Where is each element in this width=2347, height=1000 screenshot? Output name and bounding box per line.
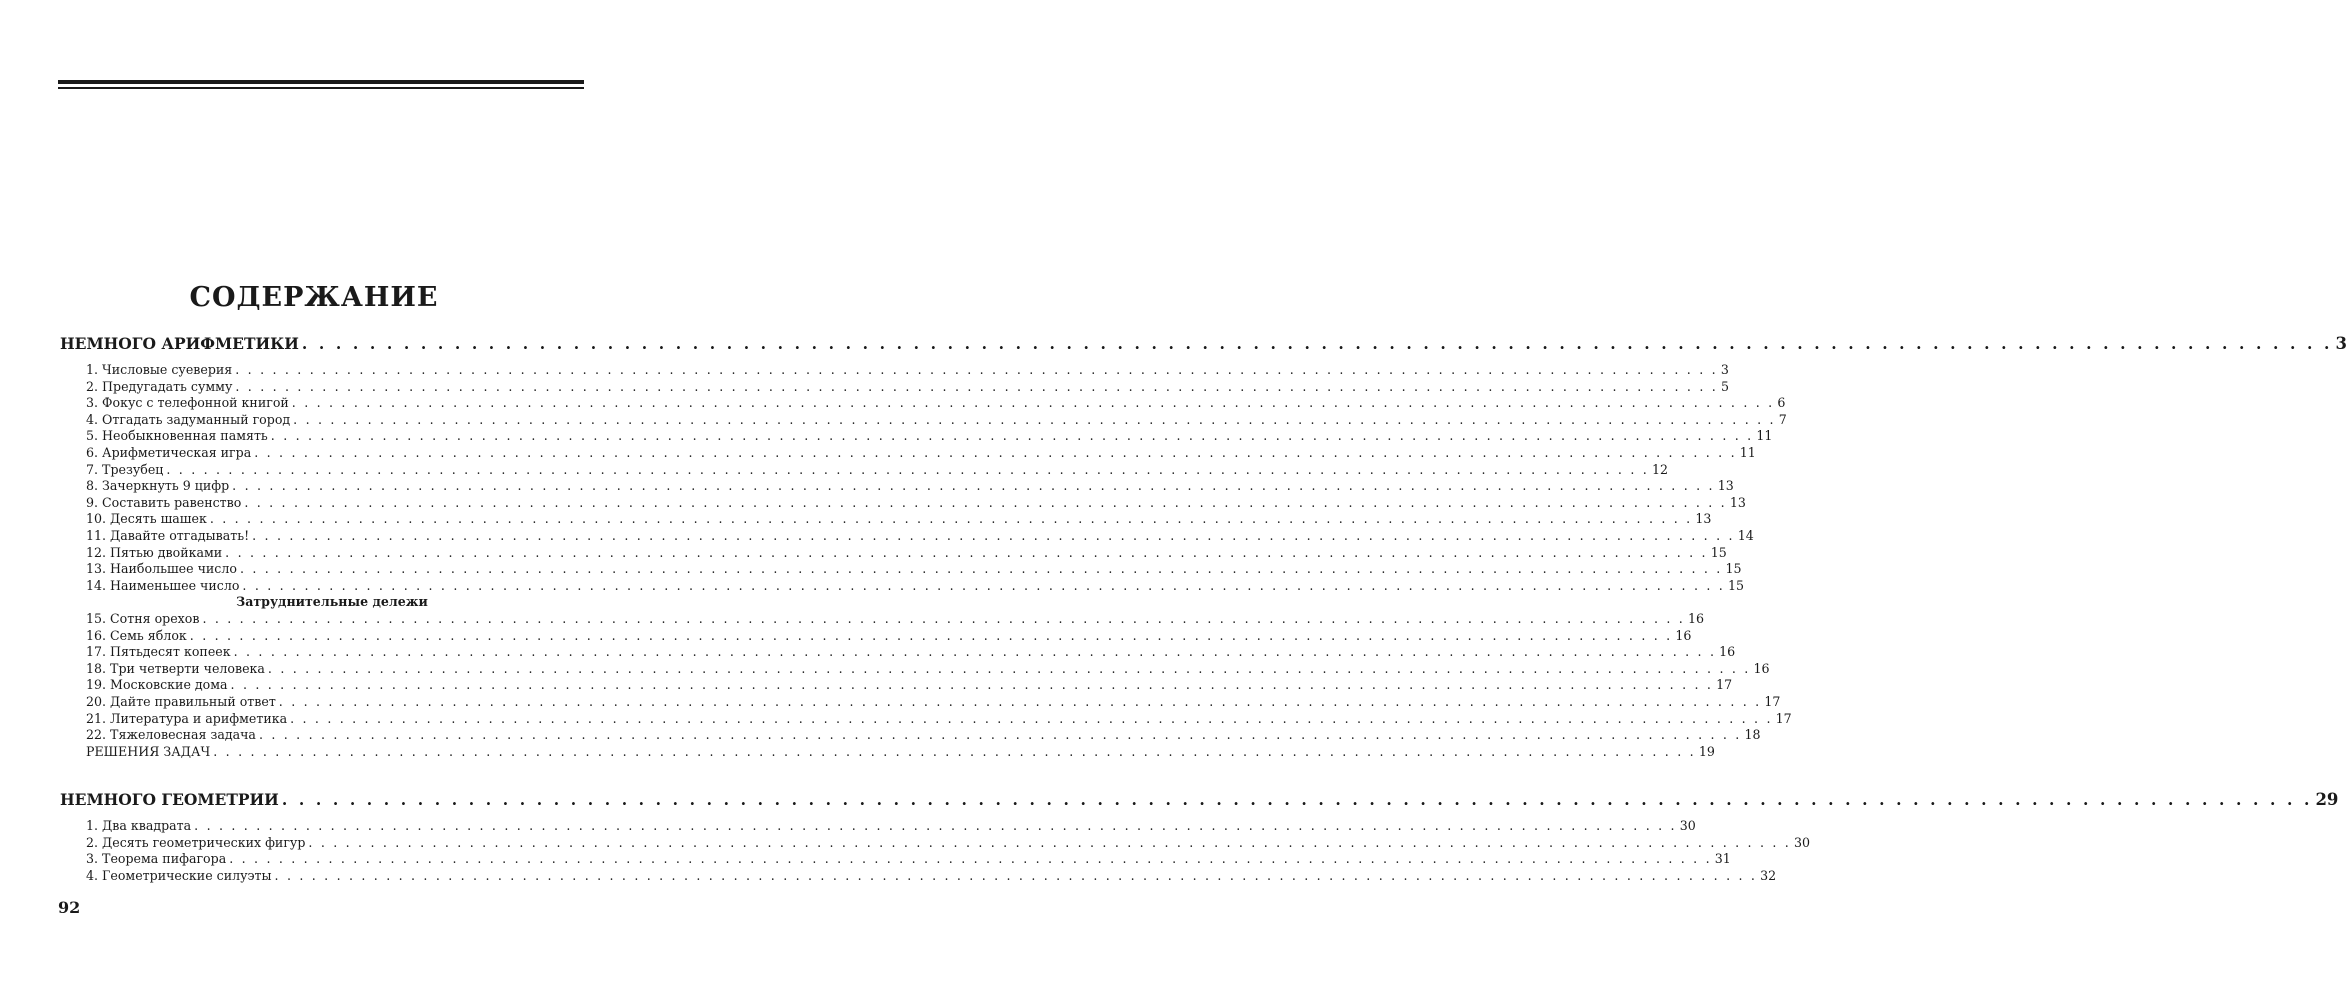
leader-dots: . . . . . . . . . . . . . . . . . . . . . . . . . . . . . . . . . . . . . . . . . . . . . . . . . . . . . . . . . . . . . . . . . . . . . . . . . . . . . . . . . . . . . . . . . . . . . . . . . . . . . . . . . . . . . . . . . . . . . . . . bbox=[281, 790, 2313, 809]
leader-dots: . . . . . . . . . . . . . . . . . . . . . . . . . . . . . . . . . . . . . . . . . . . . . . . . . . . . . . . . . . . . . . . . . . . . . . . . . . . . . . . . . . . . . . . . . . . . . . . . . . . . . . . . . . . . . . . . . . . . . . . . bbox=[202, 611, 1686, 626]
toc-item[interactable] bbox=[86, 544, 1727, 562]
toc-entry-label: Фокус с телефонной книгой bbox=[102, 395, 289, 411]
toc-item[interactable] bbox=[86, 528, 1754, 545]
toc-item[interactable] bbox=[86, 644, 1736, 661]
toc-item-number: 18. bbox=[86, 660, 107, 676]
toc-solutions[interactable] bbox=[86, 743, 1715, 761]
toc-page-number: 3 bbox=[1720, 362, 1729, 377]
leader-dots: . . . . . . . . . . . . . . . . . . . . . . . . . . . . . . . . . . . . . . . . . . . . . . . . . . . . . . . . . . . . . . . . . . . . . . . . . . . . . . . . . . . . . . . . . . . . . . . . . . . . . . . . . . . . . . . . . . . . . . . . bbox=[258, 727, 1742, 743]
toc-item-number: 3. bbox=[86, 395, 99, 411]
toc-item[interactable] bbox=[86, 511, 1712, 528]
toc-entry-label: Семь яблок bbox=[110, 627, 187, 643]
toc-entry-label: Десять шашек bbox=[110, 511, 207, 527]
toc-item[interactable] bbox=[86, 395, 1786, 412]
toc-page-number: 19 bbox=[1698, 743, 1715, 759]
toc-entry-label: Десять геометрических фигур bbox=[102, 834, 306, 850]
leader-dots: . . . . . . . . . . . . . . . . . . . . . . . . . . . . . . . . . . . . . . . . . . . . . . . . . . . . . . . . . . . . . . . . . . . . . . . . . . . . . . . . . . . . . . . . . . . . . . . . . . . . . . . . . . . . . . . . . . . . . . . . bbox=[233, 644, 1717, 660]
top-rule-thin bbox=[58, 87, 584, 89]
leader-dots: . . . . . . . . . . . . . . . . . . . . . . . . . . . . . . . . . . . . . . . . . . . . . . . . . . . . . . . . . . . . . . . . . . . . . . . . . . . . . . . . . . . . . . . . . . . . . . . . . . . . . . . . . . . . . . . . . . . . . . . . bbox=[209, 511, 1693, 527]
toc-item-number: 5. bbox=[86, 428, 99, 444]
toc-item[interactable] bbox=[86, 660, 1770, 678]
toc-entry-label: Тяжеловесная задача bbox=[110, 727, 256, 743]
toc-item-number: 8. bbox=[86, 478, 99, 494]
toc-page-number: 7 bbox=[1778, 411, 1787, 427]
toc-item-number: 1. bbox=[86, 818, 99, 833]
leader-dots: . . . . . . . . . . . . . . . . . . . . . . . . . . . . . . . . . . . . . . . . . . . . . . . . . . . . . . . . . . . . . . . . . . . . . . . . . . . . . . . . . . . . . . . . . . . . . . . . . . . . . . . . . . . . . . . . . . . . . . . . bbox=[239, 561, 1723, 577]
toc-item-number: 1. bbox=[86, 362, 99, 377]
toc-item[interactable] bbox=[86, 727, 1761, 744]
toc-entry-label: Арифметическая игра bbox=[102, 445, 252, 460]
toc-entry-label: Отгадать задуманный город bbox=[102, 411, 291, 427]
page-title: СОДЕРЖАНИЕ bbox=[189, 282, 439, 313]
toc-item-number: 13. bbox=[86, 561, 107, 577]
leader-dots: . . . . . . . . . . . . . . . . . . . . . . . . . . . . . . . . . . . . . . . . . . . . . . . . . . . . . . . . . . . . . . . . . . . . . . . . . . . . . . . . . . . . . . . . . . . . . . . . . . . . . . . . . . . . . . . . . . . . . . . . bbox=[252, 528, 1735, 543]
leader-dots: . . . . . . . . . . . . . . . . . . . . . . . . . . . . . . . . . . . . . . . . . . . . . . . . . . . . . . . . . . . . . . . . . . . . . . . . . . . . . . . . . . . . . . . . . . . . . . . . . . . . . . . . . . . . . . . . . . . . . . . . bbox=[235, 362, 1718, 377]
leader-dots: . . . . . . . . . . . . . . . . . . . . . . . . . . . . . . . . . . . . . . . . . . . . . . . . . . . . . . . . . . . . . . . . . . . . . . . . . . . . . . . . . . . . . . . . . . . . . . . . . . . . . . . . . . . . . . . . . . . . . . . . bbox=[278, 694, 1762, 709]
toc-page-number: 16 bbox=[1719, 644, 1736, 660]
toc-item-number: 14. bbox=[86, 577, 107, 593]
leader-dots: . . . . . . . . . . . . . . . . . . . . . . . . . . . . . . . . . . . . . . . . . . . . . . . . . . . . . . . . . . . . . . . . . . . . . . . . . . . . . . . . . . . . . . . . . . . . . . . . . . . . . . . . . . . . . . . . . . . . . . . . bbox=[270, 428, 1754, 444]
toc-item-number: 17. bbox=[86, 644, 107, 660]
toc-item[interactable] bbox=[86, 461, 1668, 479]
toc-page-number: 16 bbox=[1675, 627, 1692, 643]
leader-dots: . . . . . . . . . . . . . . . . . . . . . . . . . . . . . . . . . . . . . . . . . . . . . . . . . . . . . . . . . . . . . . . . . . . . . . . . . . . . . . . . . . . . . . . . . . . . . . . . . . . . . . . . . . . . . . . . . . . . . . . . bbox=[242, 577, 1725, 593]
leader-dots: . . . . . . . . . . . . . . . . . . . . . . . . . . . . . . . . . . . . . . . . . . . . . . . . . . . . . . . . . . . . . . . . . . . . . . . . . . . . . . . . . . . . . . . . . . . . . . . . . . . . . . . . . . . . . . . . . . . . . . . . bbox=[235, 378, 1718, 394]
toc-item-number: 21. bbox=[86, 710, 107, 726]
section-geometry[interactable] bbox=[60, 790, 2339, 812]
toc-entry-label: Предугадать сумму bbox=[102, 378, 233, 394]
toc-entry-label: РЕШЕНИЯ ЗАДАЧ bbox=[86, 743, 211, 759]
leader-dots: . . . . . . . . . . . . . . . . . . . . . . . . . . . . . . . . . . . . . . . . . . . . . . . . . . . . . . . . . . . . . . . . . . . . . . . . . . . . . . . . . . . . . . . . . . . . . . . . . . . . . . . . . . . . . . . . . . . . . . . . bbox=[244, 494, 1727, 510]
toc-page-number: 30 bbox=[1793, 834, 1810, 850]
leader-dots: . . . . . . . . . . . . . . . . . . . . . . . . . . . . . . . . . . . . . . . . . . . . . . . . . . . . . . . . . . . . . . . . . . . . . . . . . . . . . . . . . . . . . . . . . . . . . . . . . . . . . . . . . . . . . . . . . . . . . . . . bbox=[267, 660, 1751, 676]
toc-page-number: 29 bbox=[2315, 790, 2339, 809]
toc-page-number: 13 bbox=[1695, 511, 1712, 527]
toc-entry-label: Московские дома bbox=[110, 677, 228, 693]
toc-page-number: 32 bbox=[1760, 867, 1777, 883]
toc-page-number: 18 bbox=[1744, 727, 1761, 743]
toc-page-number: 13 bbox=[1729, 494, 1746, 510]
toc-entry-label: НЕМНОГО АРИФМЕТИКИ bbox=[60, 334, 299, 353]
leader-dots: . . . . . . . . . . . . . . . . . . . . . . . . . . . . . . . . . . . . . . . . . . . . . . . . . . . . . . . . . . . . . . . . . . . . . . . . . . . . . . . . . . . . . . . . . . . . . . . . . . . . . . . . . . . . . . . . . . . . . . . . bbox=[290, 710, 1773, 726]
leader-dots: . . . . . . . . . . . . . . . . . . . . . . . . . . . . . . . . . . . . . . . . . . . . . . . . . . . . . . . . . . . . . . . . . . . . . . . . . . . . . . . . . . . . . . . . . . . . . . . . . . . . . . . . . . . . . . . . . . . . . . . . bbox=[194, 818, 1677, 833]
leader-dots: . . . . . . . . . . . . . . . . . . . . . . . . . . . . . . . . . . . . . . . . . . . . . . . . . . . . . . . . . . . . . . . . . . . . . . . . . . . . . . . . . . . . . . . . . . . . . . . . . . . . . . . . . . . . . . . . . . . . . . . . bbox=[291, 395, 1775, 411]
toc-entry-label: Три четверти человека bbox=[110, 660, 265, 676]
toc-item-number: 12. bbox=[86, 544, 107, 560]
toc-entry-label: НЕМНОГО ГЕОМЕТРИИ bbox=[60, 790, 279, 809]
toc-entry-label: Геометрические силуэты bbox=[102, 867, 272, 883]
toc-item-number: 9. bbox=[86, 494, 99, 510]
toc-item[interactable] bbox=[86, 818, 1696, 835]
toc-page-number: 15 bbox=[1710, 544, 1727, 560]
toc-item-number: 15. bbox=[86, 611, 107, 626]
toc-entry-label: Зачеркнуть 9 цифр bbox=[102, 478, 230, 494]
toc-item[interactable] bbox=[86, 694, 1781, 711]
leader-dots: . . . . . . . . . . . . . . . . . . . . . . . . . . . . . . . . . . . . . . . . . . . . . . . . . . . . . . . . . . . . . . . . . . . . . . . . . . . . . . . . . . . . . . . . . . . . . . . . . . . . . . . . . . . . . . . . . . . . . . . . bbox=[254, 445, 1737, 460]
leader-dots: . . . . . . . . . . . . . . . . . . . . . . . . . . . . . . . . . . . . . . . . . . . . . . . . . . . . . . . . . . . . . . . . . . . . . . . . . . . . . . . . . . . . . . . . . . . . . . . . . . . . . . . . . . . . . . . . . . . . . . . . bbox=[213, 743, 1696, 759]
toc-item-number: 20. bbox=[86, 694, 107, 709]
toc-entry-label: Наименьшее число bbox=[110, 577, 240, 593]
toc-entry-label: Дайте правильный ответ bbox=[110, 694, 276, 709]
toc-page-number: 16 bbox=[1688, 611, 1705, 626]
toc-item[interactable] bbox=[86, 561, 1742, 578]
toc-item-number: 16. bbox=[86, 627, 107, 643]
toc-item[interactable] bbox=[86, 677, 1733, 694]
toc-item[interactable] bbox=[86, 710, 1792, 728]
toc-item-number: 2. bbox=[86, 834, 99, 850]
toc-entry-label: Пятьдесят копеек bbox=[110, 644, 231, 660]
toc-item[interactable] bbox=[86, 411, 1787, 429]
subheading-divisions: Затруднительные дележи bbox=[236, 594, 428, 610]
leader-dots: . . . . . . . . . . . . . . . . . . . . . . . . . . . . . . . . . . . . . . . . . . . . . . . . . . . . . . . . . . . . . . . . . . . . . . . . . . . . . . . . . . . . . . . . . . . . . . . . . . . . . . . . . . . . . . . . . . . . . . . . bbox=[189, 627, 1673, 643]
toc-page-number: 11 bbox=[1756, 428, 1773, 444]
toc-entry-label: Два квадрата bbox=[102, 818, 192, 833]
toc-item[interactable] bbox=[86, 851, 1731, 868]
toc-item-number: 2. bbox=[86, 378, 99, 394]
toc-item-number: 6. bbox=[86, 445, 99, 460]
toc-entry-label: Составить равенство bbox=[102, 494, 242, 510]
toc-item[interactable] bbox=[86, 428, 1773, 445]
leader-dots: . . . . . . . . . . . . . . . . . . . . . . . . . . . . . . . . . . . . . . . . . . . . . . . . . . . . . . . . . . . . . . . . . . . . . . . . . . . . . . . . . . . . . . . . . . . . . . . . . . . . . . . . . . . . . . . . . . . . . . . . bbox=[232, 478, 1715, 494]
toc-item-number: 19. bbox=[86, 677, 107, 693]
toc-item-number: 3. bbox=[86, 851, 99, 867]
toc-page-number: 17 bbox=[1716, 677, 1733, 693]
leader-dots: . . . . . . . . . . . . . . . . . . . . . . . . . . . . . . . . . . . . . . . . . . . . . . . . . . . . . . . . . . . . . . . . . . . . . . . . . . . . . . . . . . . . . . . . . . . . . . . . . . . . . . . . . . . . . . . . . . . . . . . . bbox=[293, 411, 1776, 427]
toc-item[interactable] bbox=[86, 834, 1810, 852]
toc-page-number: 15 bbox=[1727, 577, 1744, 593]
toc-page-number: 17 bbox=[1775, 710, 1792, 726]
toc-page-number: 16 bbox=[1753, 660, 1770, 676]
toc-page-number: 6 bbox=[1777, 395, 1786, 411]
toc-entry-label: Наибольшее число bbox=[110, 561, 237, 577]
leader-dots: . . . . . . . . . . . . . . . . . . . . . . . . . . . . . . . . . . . . . . . . . . . . . . . . . . . . . . . . . . . . . . . . . . . . . . . . . . . . . . . . . . . . . . . . . . . . . . . . . . . . . . . . . . . . . . . . . . . . . . . . bbox=[274, 867, 1758, 883]
toc-page-number: 14 bbox=[1737, 528, 1754, 543]
section-arithmetic[interactable] bbox=[60, 334, 2347, 356]
toc-entry-label: Давайте отгадывать! bbox=[110, 528, 250, 543]
toc-item-number: 4. bbox=[86, 867, 99, 883]
toc-item[interactable] bbox=[86, 478, 1734, 495]
toc-entry-label: Теорема пифагора bbox=[102, 851, 227, 867]
top-rule-thick bbox=[58, 80, 584, 84]
toc-item[interactable] bbox=[86, 362, 1729, 379]
page-number: 92 bbox=[58, 898, 81, 917]
toc-item[interactable] bbox=[86, 611, 1705, 628]
toc-page-number: 3 bbox=[2335, 334, 2347, 353]
toc-page-number: 11 bbox=[1739, 445, 1756, 460]
toc-page-number: 5 bbox=[1720, 378, 1729, 394]
toc-entry-label: Литература и арифметика bbox=[110, 710, 288, 726]
leader-dots: . . . . . . . . . . . . . . . . . . . . . . . . . . . . . . . . . . . . . . . . . . . . . . . . . . . . . . . . . . . . . . . . . . . . . . . . . . . . . . . . . . . . . . . . . . . . . . . . . . . . . . . . . . . . . . . . . . . . . . . . bbox=[225, 544, 1708, 560]
leader-dots: . . . . . . . . . . . . . . . . . . . . . . . . . . . . . . . . . . . . . . . . . . . . . . . . . . . . . . . . . . . . . . . . . . . . . . . . . . . . . . . . . . . . . . . . . . . . . . . . . . . . . . . . . . . . . . . . . . . . . . . . bbox=[301, 334, 2333, 353]
toc-item[interactable] bbox=[86, 627, 1692, 645]
toc-item-number: 4. bbox=[86, 411, 99, 427]
toc-page-number: 17 bbox=[1764, 694, 1781, 709]
leader-dots: . . . . . . . . . . . . . . . . . . . . . . . . . . . . . . . . . . . . . . . . . . . . . . . . . . . . . . . . . . . . . . . . . . . . . . . . . . . . . . . . . . . . . . . . . . . . . . . . . . . . . . . . . . . . . . . . . . . . . . . . bbox=[308, 834, 1791, 850]
leader-dots: . . . . . . . . . . . . . . . . . . . . . . . . . . . . . . . . . . . . . . . . . . . . . . . . . . . . . . . . . . . . . . . . . . . . . . . . . . . . . . . . . . . . . . . . . . . . . . . . . . . . . . . . . . . . . . . . . . . . . . . . bbox=[229, 851, 1712, 867]
toc-item-number: 7. bbox=[86, 461, 99, 477]
toc-item[interactable] bbox=[86, 378, 1729, 396]
toc-page-number: 15 bbox=[1725, 561, 1742, 577]
toc-item[interactable] bbox=[86, 577, 1744, 595]
toc-page-number: 30 bbox=[1679, 818, 1696, 833]
toc-page-number: 31 bbox=[1714, 851, 1731, 867]
leader-dots: . . . . . . . . . . . . . . . . . . . . . . . . . . . . . . . . . . . . . . . . . . . . . . . . . . . . . . . . . . . . . . . . . . . . . . . . . . . . . . . . . . . . . . . . . . . . . . . . . . . . . . . . . . . . . . . . . . . . . . . . bbox=[230, 677, 1714, 693]
toc-entry-label: Сотня орехов bbox=[110, 611, 200, 626]
toc-entry-label: Трезубец bbox=[102, 461, 164, 477]
toc-item-number: 22. bbox=[86, 727, 107, 743]
toc-item[interactable] bbox=[86, 445, 1756, 462]
toc-entry-label: Числовые суеверия bbox=[102, 362, 233, 377]
toc-item-number: 11. bbox=[86, 528, 107, 543]
leader-dots: . . . . . . . . . . . . . . . . . . . . . . . . . . . . . . . . . . . . . . . . . . . . . . . . . . . . . . . . . . . . . . . . . . . . . . . . . . . . . . . . . . . . . . . . . . . . . . . . . . . . . . . . . . . . . . . . . . . . . . . . bbox=[166, 461, 1649, 477]
toc-entry-label: Пятью двойками bbox=[110, 544, 223, 560]
toc-item[interactable] bbox=[86, 867, 1777, 885]
toc-entry-label: Необыкновенная память bbox=[102, 428, 268, 444]
toc-page-number: 12 bbox=[1651, 461, 1668, 477]
toc-page-number: 13 bbox=[1717, 478, 1734, 494]
toc-item-number: 10. bbox=[86, 511, 107, 527]
toc-item[interactable] bbox=[86, 494, 1746, 512]
